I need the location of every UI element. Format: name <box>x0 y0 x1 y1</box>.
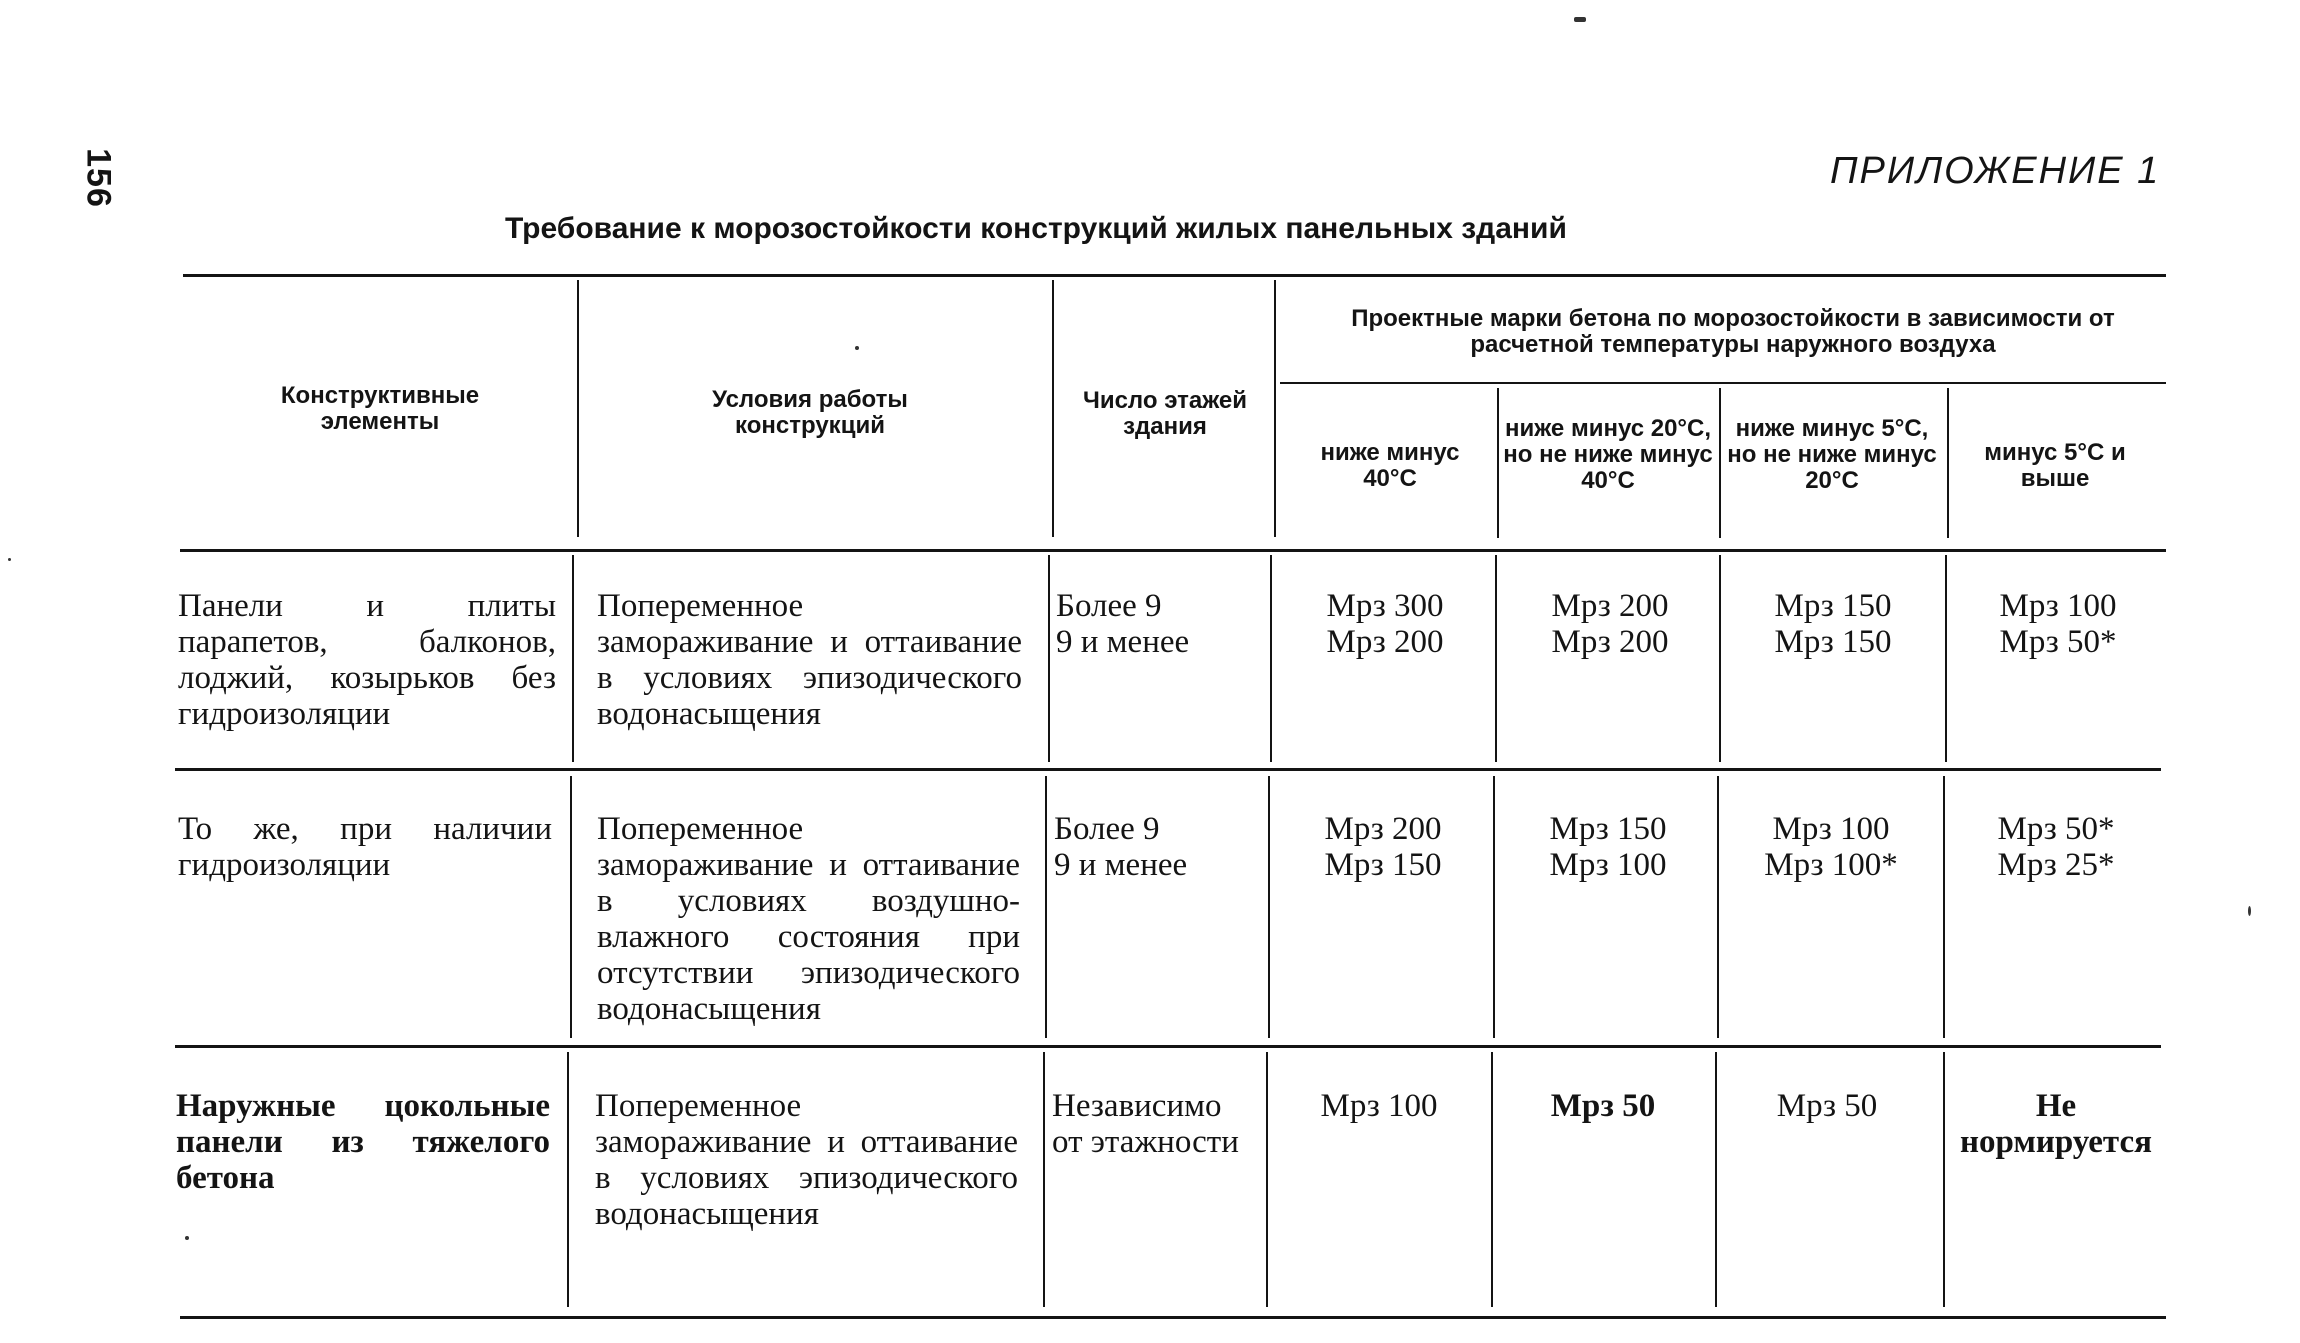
table-bottom-rule <box>180 1316 2166 1319</box>
row3-element: Наружные цокольные панели из тяжелого бетона <box>176 1088 550 1196</box>
scan-speck <box>1574 17 1586 22</box>
row3-grade-col1: Мрз 100 <box>1320 1088 1438 1124</box>
header-temp-col-2: ниже минус 20°С, но не ниже минус 40°С <box>1503 415 1713 494</box>
column-divider <box>1491 1052 1493 1307</box>
row2-condition: Попеременное замораживание и оттаивание в условиях воздушно-влажного состояния при отсутствии эпизодического водонасыщения <box>597 811 1020 1027</box>
column-divider <box>1947 388 1949 538</box>
column-divider <box>1943 776 1945 1038</box>
header-temp-col-3: ниже минус 5°С, но не ниже минус 20°С <box>1727 415 1937 494</box>
row3-grade-col2: Мрз 50 <box>1550 1088 1656 1124</box>
row2-grade-col1: Мрз 200 Мрз 150 <box>1324 811 1442 883</box>
column-divider <box>1719 388 1721 538</box>
row1-grade-col4: Мрз 100 Мрз 50* <box>1999 588 2117 660</box>
column-divider <box>1048 555 1050 762</box>
column-divider <box>1493 776 1495 1038</box>
header-floors: Число этажей здания <box>1082 387 1248 440</box>
column-divider <box>577 280 579 537</box>
column-divider <box>1266 1052 1268 1307</box>
column-divider <box>1045 776 1047 1038</box>
row2-grade-col3: Мрз 100 Мрз 100* <box>1764 811 1898 883</box>
row1-element: Панели и плиты парапетов, балконов, лоджий, козырьков без гидроизоляции <box>178 588 556 732</box>
scan-speck <box>855 346 859 350</box>
row1-grade-col2: Мрз 200 Мрз 200 <box>1551 588 1669 660</box>
header-grades-group: Проектные марки бетона по морозостойкости в зависимости от расчетной температуры наружного воздуха <box>1351 305 2115 358</box>
header-bottom-rule <box>180 549 2166 552</box>
column-divider <box>1945 555 1947 762</box>
row2-element: То же, при наличии гидроизоляции <box>178 811 552 883</box>
column-divider <box>1043 1052 1045 1307</box>
row3-grade-col3: Мрз 50 <box>1776 1088 1878 1124</box>
page-number: 156 <box>79 148 118 208</box>
column-divider <box>1715 1052 1717 1307</box>
column-divider <box>1052 280 1054 537</box>
scan-speck <box>2248 906 2251 916</box>
row3-condition: Попеременное замораживание и оттаивание в условиях эпизодического водонасыщения <box>595 1088 1018 1232</box>
column-divider <box>1943 1052 1945 1307</box>
row-divider-1 <box>175 768 2161 771</box>
row3-floors: Независимо от этажности <box>1052 1088 1239 1160</box>
column-divider <box>1270 555 1272 762</box>
table-top-rule <box>183 274 2166 277</box>
column-divider <box>1717 776 1719 1038</box>
column-divider <box>1719 555 1721 762</box>
row2-floors: Более 9 9 и менее <box>1054 811 1188 883</box>
column-divider <box>1495 555 1497 762</box>
column-divider <box>1274 280 1276 537</box>
header-temp-col-4: минус 5°С и выше <box>1984 439 2126 492</box>
row1-grade-col1: Мрз 300 Мрз 200 <box>1326 588 1444 660</box>
table-title: Требование к морозостойкости конструкций жилых панельных зданий <box>505 212 1567 245</box>
scan-speck <box>185 1236 189 1240</box>
header-temp-col-1: ниже минус 40°С <box>1320 439 1460 492</box>
header-conditions: Условия работы конструкций <box>712 386 908 439</box>
header-elements: Конструктивные элементы <box>280 382 480 435</box>
row2-grade-col4: Мрз 50* Мрз 25* <box>1997 811 2115 883</box>
scan-speck <box>8 558 11 561</box>
row1-condition: Попеременное замораживание и оттаивание в условиях эпизодического водонасыщения <box>597 588 1022 732</box>
row3-grade-col4: Не нормируется <box>1959 1088 2153 1160</box>
row2-grade-col2: Мрз 150 Мрз 100 <box>1549 811 1667 883</box>
column-divider <box>567 1052 569 1307</box>
column-divider <box>1497 388 1499 538</box>
row1-grade-col3: Мрз 150 Мрз 150 <box>1774 588 1892 660</box>
row-divider-2 <box>175 1045 2161 1048</box>
row1-floors: Более 9 9 и менее <box>1056 588 1190 660</box>
group-header-rule <box>1280 382 2166 384</box>
appendix-label: ПРИЛОЖЕНИЕ 1 <box>1830 150 2161 192</box>
column-divider <box>572 555 574 762</box>
column-divider <box>570 776 572 1038</box>
column-divider <box>1268 776 1270 1038</box>
